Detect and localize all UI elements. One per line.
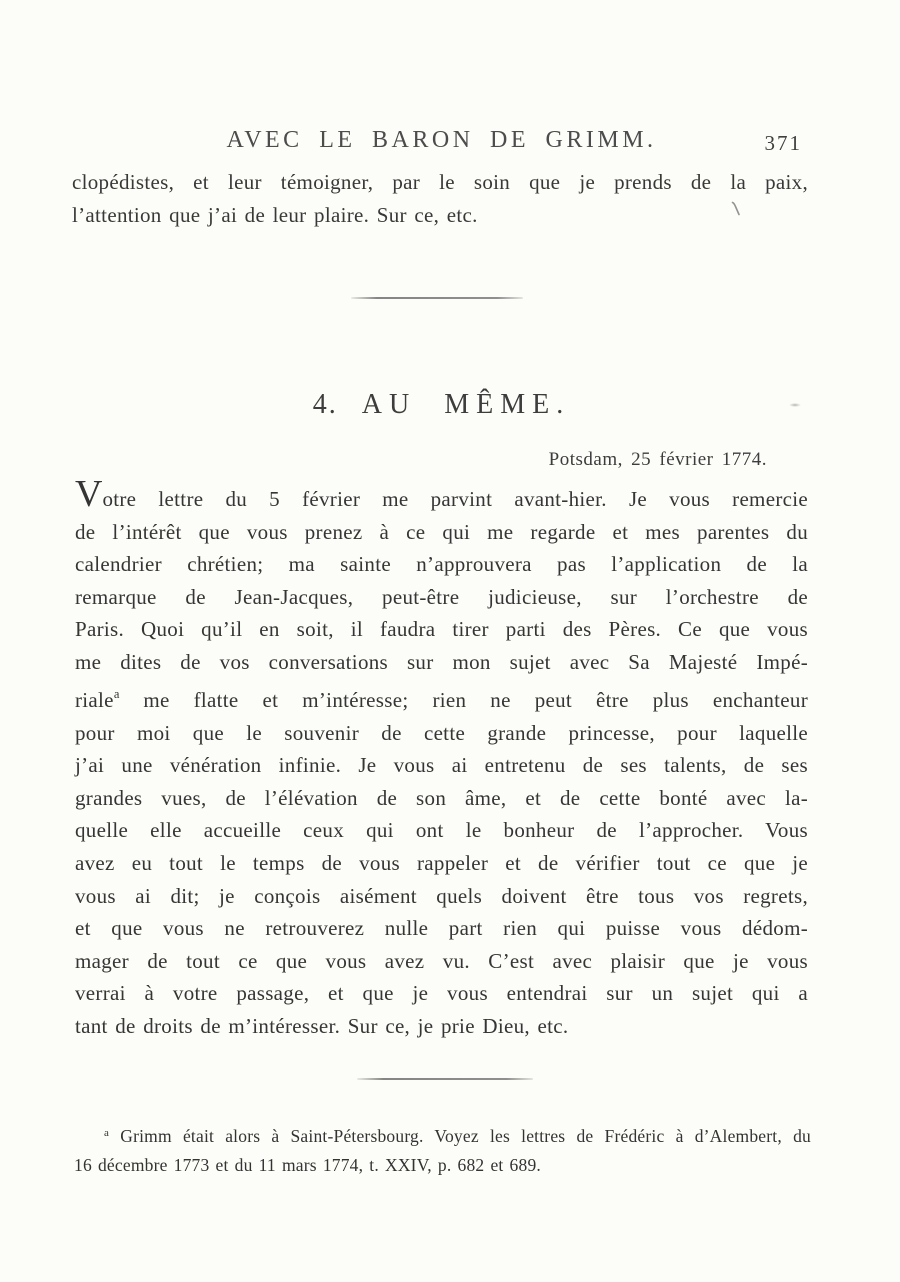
page-number: 371 <box>764 131 802 155</box>
footnote-line: 16 décembre 1773 et du 11 mars 1774, t. XXIV, p. 682 et 689. <box>74 1154 541 1175</box>
letter-line: vous ai dit; je conçois aisément quels doivent être tous vos regrets, <box>75 883 808 908</box>
footnote-text: Grimm était alors à Saint-Pétersbourg. Voyez les lettres de Frédéric à d’Alembert, du <box>109 1126 811 1146</box>
letter-line: et que vous ne retrouverez nulle part rien qui puisse vous dédom- <box>75 916 808 941</box>
intro-line: l’attention que j’ai de leur plaire. Sur ce, etc. <box>72 202 478 227</box>
letter-line-text: otre lettre du 5 février me parvint avant-hier. Je vous remercie <box>102 487 808 511</box>
letter-line: quelle elle accueille ceux qui ont le bonheur de l’approcher. Vous <box>75 818 808 843</box>
letter-initial: V <box>75 473 103 515</box>
letter-line: me dites de vos conversations sur mon sujet avec Sa Majesté Impé- <box>75 649 808 674</box>
letter-line: calendrier chrétien; ma sainte n’approuvera pas l’application de la <box>75 552 808 577</box>
footnote-divider <box>357 1078 533 1080</box>
letter-line: pour moi que le souvenir de cette grande princesse, pour laquelle <box>75 720 808 745</box>
letter-line: grandes vues, de l’élévation de son âme, et de cette bonté avec la- <box>75 785 808 810</box>
section-title: AU MÊME. <box>361 389 571 420</box>
letter-line-text: riale <box>75 688 114 713</box>
footnote-reference-mark: a <box>113 687 120 702</box>
letter-line-text: me flatte et m’intéresse; rien ne peut être plus enchanteur <box>119 688 808 713</box>
letter-line: remarque de Jean-Jacques, peut-être judicieuse, sur l’orchestre de <box>75 584 808 609</box>
dateline: Potsdam, 25 février 1774. <box>548 449 767 470</box>
letter-paragraph <box>75 473 808 1042</box>
letter-line: verrai à votre passage, et que je vous entendrai sur un sujet qui a <box>75 981 808 1006</box>
footnote <box>74 1119 811 1179</box>
footnote-line <box>74 1119 811 1151</box>
letter-line: Paris. Quoi qu’il en soit, il faudra tirer parti des Pères. Ce que vous <box>75 617 808 642</box>
letter-line: j’ai une vénération infinie. Je vous ai entretenu de ses talents, de ses <box>75 753 808 778</box>
intro-line: clopédistes, et leur témoigner, par le soin que je prends de la paix, <box>72 170 808 194</box>
footnote-marker: a <box>104 1127 110 1139</box>
intro-paragraph <box>72 166 808 231</box>
running-header-title: AVEC LE BARON DE GRIMM. <box>226 127 657 153</box>
letter-line: avez eu tout le temps de vous rappeler et de vérifier tout ce que je <box>75 851 808 876</box>
ink-mark <box>730 201 742 222</box>
letter-line <box>75 678 808 717</box>
letter-line: mager de tout ce que vous avez vu. C’est avec plaisir que je vous <box>75 948 808 973</box>
letter-line <box>75 473 808 516</box>
section-divider-top <box>351 297 523 299</box>
section-heading <box>75 388 808 422</box>
letter-line: de l’intérêt que vous prenez à ce qui me regarde et mes parentes du <box>75 519 808 544</box>
letter-line: tant de droits de m’intéresser. Sur ce, je prie Dieu, etc. <box>75 1013 569 1038</box>
section-number: 4. <box>312 389 338 420</box>
